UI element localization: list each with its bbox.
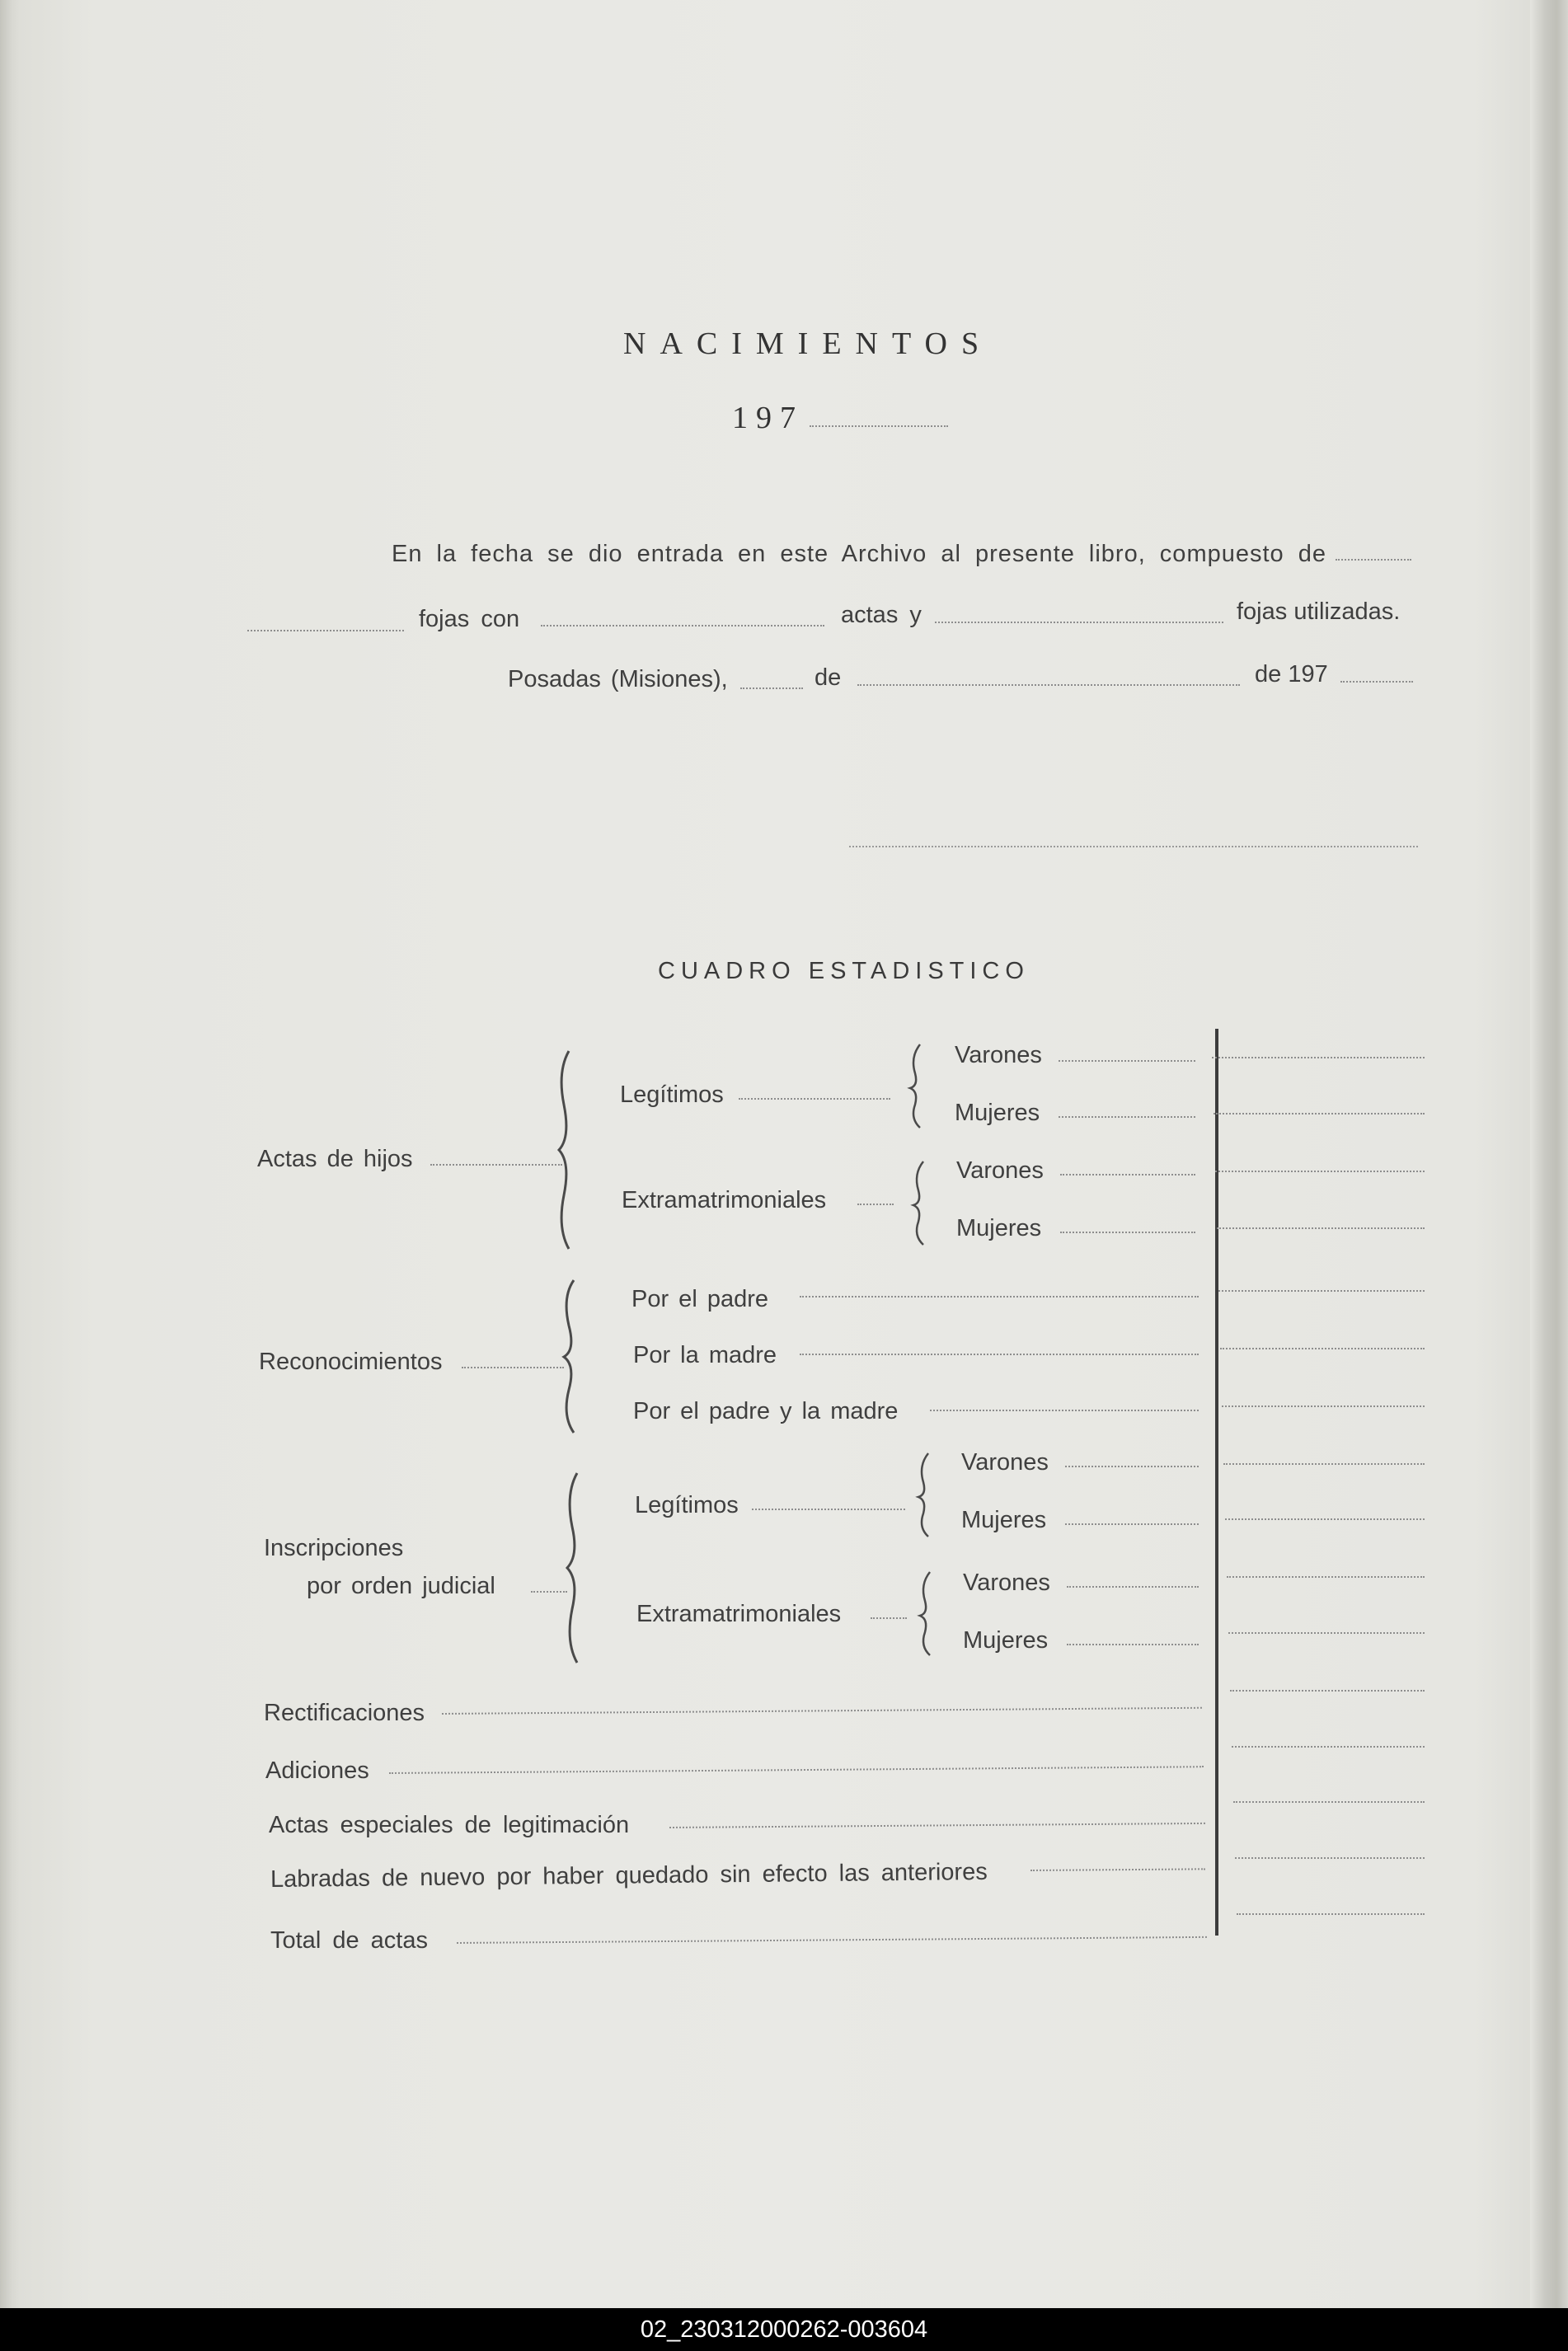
label-de: de [815, 664, 842, 691]
label-reconocimientos: Reconocimientos [259, 1349, 443, 1375]
leader-total-actas [457, 1936, 1207, 1944]
label-por-padre: Por el padre [631, 1286, 768, 1312]
label-rectificaciones: Rectificaciones [264, 1700, 425, 1726]
signature-line [849, 846, 1418, 847]
brace-actas-hijos [552, 1047, 585, 1253]
label-inscripciones-1: Inscripciones [264, 1535, 404, 1561]
leader-extramatrimoniales-1 [857, 1204, 894, 1205]
brace-extramatrimoniales-1 [908, 1157, 933, 1248]
totals-line [1230, 1690, 1425, 1692]
label-extramatrimoniales-1: Extramatrimoniales [622, 1187, 827, 1213]
label-varones-2: Varones [956, 1157, 1044, 1184]
label-labradas: Labradas de nuevo por haber quedado sin efecto las anteriores [270, 1858, 988, 1893]
blank-year [1340, 681, 1413, 683]
leader-varones-2 [1060, 1174, 1195, 1176]
label-por-ambos: Por el padre y la madre [633, 1398, 899, 1424]
label-actas-especiales: Actas especiales de legitimación [269, 1812, 630, 1838]
leader-inscripciones [531, 1591, 567, 1593]
label-total-actas: Total de actas [270, 1927, 428, 1954]
leader-varones-1 [1059, 1060, 1195, 1062]
leader-mujeres-4 [1067, 1644, 1199, 1645]
label-inscripciones-2: por orden judicial [307, 1573, 495, 1599]
scan-footer: 02_230312000262-003604 [0, 2308, 1568, 2351]
blank-actas [541, 625, 824, 626]
label-fojas-utilizadas: fojas utilizadas. [1237, 598, 1401, 625]
label-extramatrimoniales-2: Extramatrimoniales [636, 1601, 842, 1627]
label-fojas-con: fojas con [419, 606, 520, 632]
label-actas-hijos: Actas de hijos [257, 1146, 413, 1172]
page-left-edge [0, 0, 20, 2308]
label-mujeres-4: Mujeres [963, 1627, 1049, 1654]
column-divider [1215, 1029, 1218, 1936]
leader-por-madre [800, 1354, 1199, 1355]
leader-extramatrimoniales-2 [871, 1617, 907, 1619]
label-legitimos-1: Legítimos [620, 1082, 724, 1108]
blank-month [857, 684, 1240, 686]
label-mujeres-1: Mujeres [955, 1100, 1040, 1126]
label-place: Posadas (Misiones), [508, 666, 728, 692]
totals-line [1214, 1113, 1425, 1114]
page-title: NACIMIENTOS [623, 326, 993, 361]
leader-actas-hijos [430, 1164, 562, 1166]
blank-compuesto [1336, 559, 1411, 561]
totals-line [1237, 1913, 1425, 1915]
brace-reconocimientos [557, 1276, 590, 1438]
label-varones-1: Varones [955, 1042, 1042, 1068]
totals-line [1217, 1227, 1425, 1229]
leader-varones-4 [1067, 1586, 1199, 1588]
leader-mujeres-2 [1060, 1232, 1195, 1233]
leader-labradas [1030, 1868, 1205, 1871]
totals-line [1233, 1801, 1425, 1803]
label-mujeres-2: Mujeres [956, 1215, 1042, 1241]
brace-legitimos-2 [913, 1449, 938, 1540]
totals-line [1223, 1463, 1425, 1465]
leader-adiciones [389, 1766, 1204, 1774]
label-varones-3: Varones [961, 1449, 1049, 1476]
brace-legitimos-1 [905, 1040, 930, 1131]
totals-line [1232, 1746, 1425, 1748]
leader-mujeres-1 [1059, 1116, 1195, 1118]
totals-line [1225, 1518, 1425, 1520]
leader-rectificaciones [442, 1707, 1202, 1715]
leader-actas-especiales [669, 1823, 1205, 1828]
blank-utilizadas [935, 622, 1223, 623]
leader-por-padre [800, 1296, 1199, 1298]
year-blank [810, 425, 948, 427]
totals-line [1235, 1857, 1425, 1859]
totals-line [1212, 1057, 1425, 1058]
leader-legitimos-1 [739, 1098, 890, 1100]
brace-inscripciones [561, 1469, 594, 1667]
label-de-year: de 197 [1255, 661, 1328, 687]
leader-varones-3 [1065, 1466, 1199, 1467]
leader-legitimos-2 [752, 1509, 905, 1510]
label-legitimos-2: Legítimos [635, 1492, 739, 1518]
year-prefix: 197 [732, 401, 804, 435]
leader-por-ambos [930, 1410, 1199, 1411]
stats-title: CUADRO ESTADISTICO [658, 958, 1030, 984]
totals-line [1220, 1348, 1425, 1349]
label-varones-4: Varones [963, 1570, 1050, 1596]
leader-reconocimientos [462, 1367, 564, 1368]
totals-line [1215, 1171, 1425, 1172]
totals-line [1218, 1290, 1425, 1292]
totals-line [1228, 1632, 1425, 1634]
totals-line [1222, 1405, 1425, 1407]
label-por-madre: Por la madre [633, 1342, 777, 1368]
totals-line [1227, 1576, 1425, 1578]
label-actas-y: actas y [841, 602, 922, 628]
blank-fojas [247, 630, 404, 631]
brace-extramatrimoniales-2 [915, 1568, 940, 1659]
label-mujeres-3: Mujeres [961, 1507, 1047, 1533]
leader-mujeres-3 [1065, 1523, 1199, 1525]
label-adiciones: Adiciones [265, 1757, 369, 1784]
blank-day [740, 687, 803, 689]
page-right-edge [1530, 0, 1568, 2308]
entry-line-1: En la fecha se dio entrada en este Archivo al presente libro, compuesto de [392, 541, 1326, 567]
